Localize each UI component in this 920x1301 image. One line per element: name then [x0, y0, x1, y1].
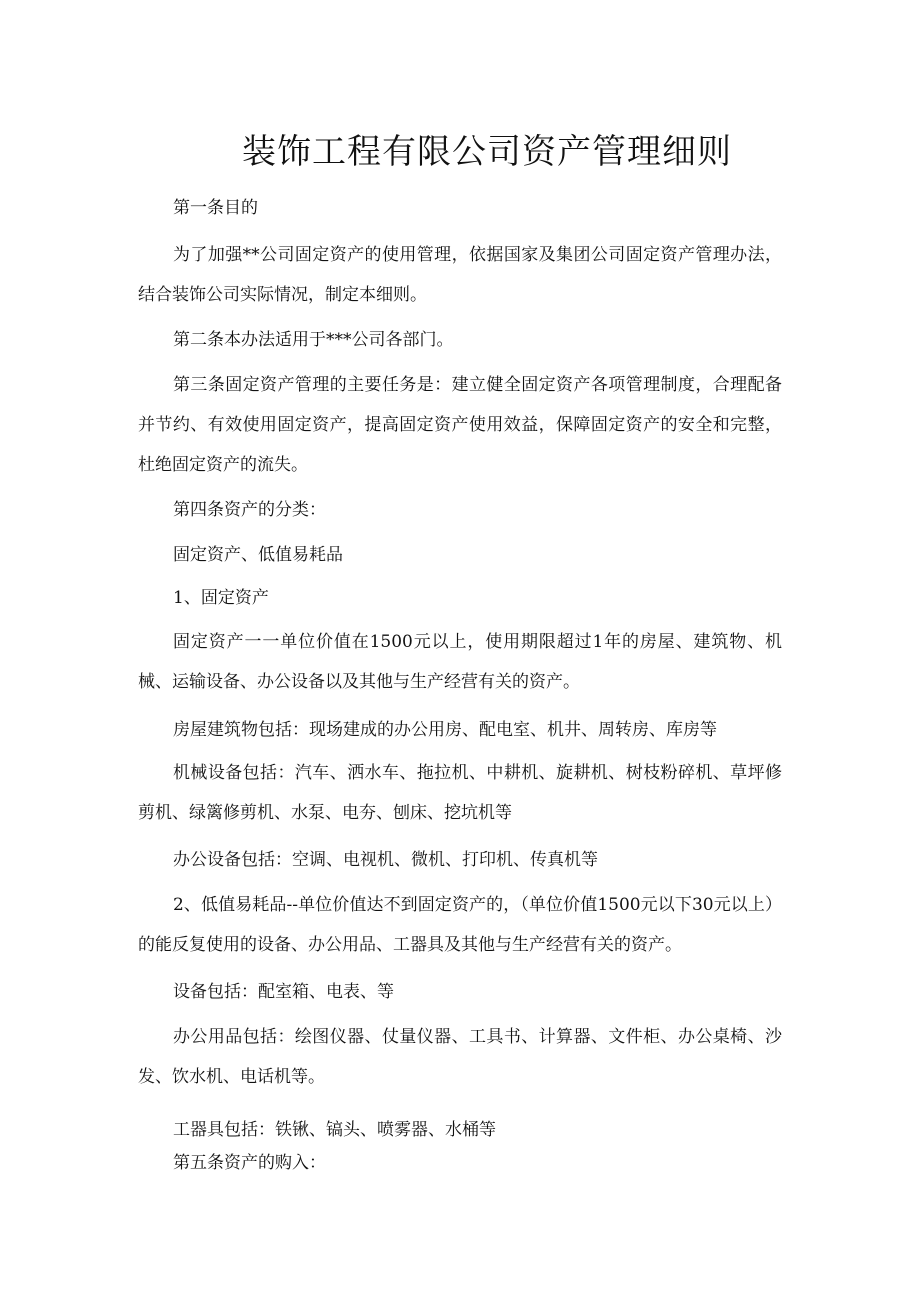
paragraph-devices: 设备包括：配室箱、电表、等: [173, 982, 394, 1002]
paragraph-buildings: 房屋建筑物包括：现场建成的办公用房、配电室、机井、周转房、库房等: [173, 720, 717, 740]
paragraph-machinery: 机械设备包括：汽车、洒水车、拖拉机、中耕机、旋耕机、树枝粉碎机、草坪修剪机、绿篱修剪机、水泵、电夯、刨床、挖坑机等: [138, 763, 782, 823]
paragraph-purpose: 为了加强**公司固定资产的使用管理，依据国家及集团公司固定资产管理办法，结合装饰公司实际情况，制定本细则。: [138, 245, 782, 305]
document-title: 装饰工程有限公司资产管理细则: [242, 132, 732, 172]
paragraph-tools: 工器具包括：铁锹、镐头、喷雾器、水桶等: [173, 1120, 496, 1140]
paragraph-office-supplies: 办公用品包括：绘图仪器、仗量仪器、工具书、计算器、文件柜、办公桌椅、沙发、饮水机、电话机等。: [138, 1027, 782, 1087]
paragraph-article-4-heading: 第四条资产的分类：: [173, 500, 326, 520]
paragraph-low-value-consumables: 2、低值易耗品--单位价值达不到固定资产的，（单位价值1500元以下30元以上）的能反复使用的设备、办公用品、工器具及其他与生产经营有关的资产。: [138, 895, 782, 955]
paragraph-office-equipment: 办公设备包括：空调、电视机、微机、打印机、传真机等: [173, 850, 598, 870]
paragraph-article-3: 第三条固定资产管理的主要任务是：建立健全固定资产各项管理制度，合理配备并节约、有效使用固定资产，提高固定资产使用效益，保障固定资产的安全和完整，杜绝固定资产的流失。: [138, 375, 782, 475]
paragraph-article-5-heading: 第五条资产的购入：: [173, 1153, 326, 1173]
paragraph-article-1-heading: 第一条目的: [173, 198, 258, 218]
paragraph-fixed-assets-definition: 固定资产一一单位价值在1500元以上，使用期限超过1年的房屋、建筑物、机械、运输设备、办公设备以及其他与生产经营有关的资产。: [138, 632, 782, 692]
paragraph-asset-types: 固定资产、低值易耗品: [173, 545, 343, 565]
paragraph-article-2: 第二条本办法适用于***公司各部门。: [173, 330, 454, 350]
paragraph-fixed-assets-heading: 1、固定资产: [173, 588, 269, 608]
